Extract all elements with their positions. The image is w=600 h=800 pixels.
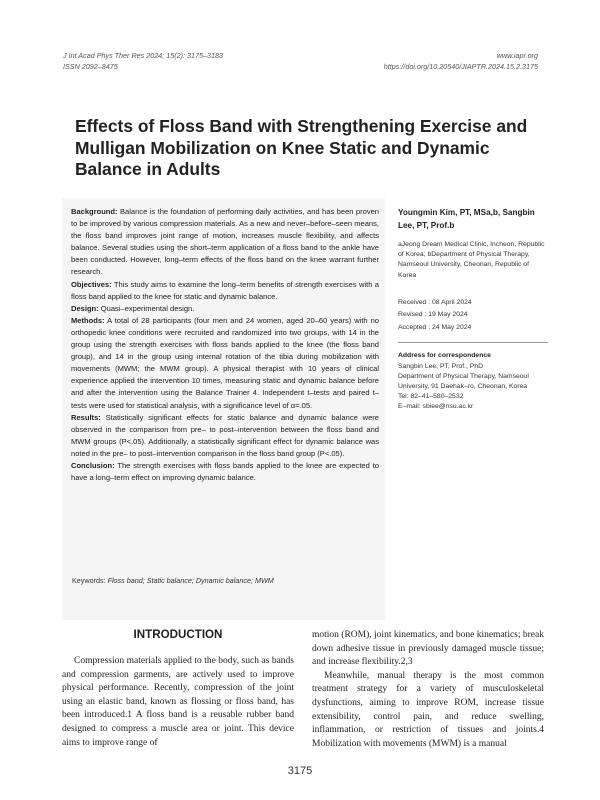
correspondence-email[interactable]: E–mail: sbiee@nsu.ac.kr: [398, 403, 474, 411]
issn: ISSN 2092–8475: [63, 62, 118, 71]
introduction-heading: INTRODUCTION: [133, 628, 223, 641]
paper-title: Effects of Floss Band with Strengthening Exercise and Mulligan Mobilization on Knee Static and Dynamic Balance in Adults: [75, 116, 528, 179]
abstract-box: [62, 198, 385, 620]
keywords-label: Keywords:: [72, 576, 106, 585]
journal-citation: J Int Acad Phys Ther Res 2024; 15(2): 3175–3183: [63, 51, 223, 60]
correspondence: [398, 351, 548, 412]
affiliations: aJeong Dream Medical Clinic, Incheon, Republic of Korea; bDepartment of Physical Therapy, Namseoul University, Cheonan, Republic of Korea: [398, 241, 545, 279]
intro-paragraph-1-continued: motion (ROM), joint kinematics, and bone kinematics; break down adhesive tissue in previously damaged muscle tissue; and increase flexibility.2,3: [312, 630, 544, 668]
page-number: 3175: [287, 765, 313, 777]
doi-link[interactable]: https://doi.org/10.20540/JIAPTR.2024.15.2.3175: [383, 62, 538, 71]
revised-date: Revised : 19 May 2024: [398, 311, 468, 319]
keywords-value: Floss band; Static balance; Dynamic balance; MWM: [107, 576, 274, 585]
abstract-objectives: Objectives: This study aims to examine the long–term benefits of strength exercises with a floss band applied to the knee for static and dynamic balance.: [71, 279, 379, 301]
sidebar-divider: [398, 342, 548, 343]
article-dates: [398, 297, 548, 335]
intro-paragraph-2: Meanwhile, manual therapy is the most common treatment strategy for a variety of musculoskeletal dysfunctions, aiming to improve ROM, increase tissue extensibility, control pain, and reduce swelling, inflammation, or restriction of tissues and joints.4 Mobilization with movements (MWM) is a manual: [312, 670, 544, 749]
journal-header-left: [63, 50, 223, 72]
abstract-conclusion: Conclusion: The strength exercises with floss bands applied to the knee are expected to have a long–term effect on improving dynamic balance.: [71, 460, 379, 483]
abstract-design: Design: Quasi–experimental design.: [71, 303, 195, 313]
body-column-right: [312, 629, 544, 751]
received-date: Received : 08 April 2024: [398, 298, 472, 306]
accepted-date: Accepted : 24 May 2024: [398, 323, 472, 331]
abstract-methods: Methods: A total of 28 participants (four men and 24 women, aged 20–60 years) with no orthopedic knee conditions were recruited and randomized into two groups, with 14 in the group using the strength exercises with floss bands applied to the knee (the floss band group), and 14 in the group using internal rotation of the tibia during mobilization with movements (MWM; the MWM group). A physical therapist with 10 years of clinical experience applied the intervention 10 times, measuring static and dynamic balance before and after the intervention using the Balance Trainer 4. Independent t–tests and paired t–tests were used for statistical analysis, with a significance level of α=.05.: [71, 315, 379, 410]
keywords: [72, 576, 274, 585]
abstract-background: Background: Balance is the foundation of performing daily activities, and has been proven to be improved by various compression materials. As a new and never–before–seen means, the floss band improves joint range of motion, increases muscle flexibility, and affects balance. Several studies using the short–term application of a floss band to the ankle have been conducted. However, long–term effects of the floss band on the knee warrant further research.: [71, 207, 379, 277]
correspondence-address: Department of Physical Therapy, Namseoul University, 91 Daehak–ro, Cheonan, Korea: [398, 372, 529, 390]
journal-header-right: [384, 50, 538, 72]
correspondence-name: Sangbin Lee, PT, Prof., PhD: [398, 362, 484, 370]
author-sidebar: [398, 206, 548, 413]
authors: Youngmin Kim, PT, MSa,b, Sangbin Lee, PT, Prof.b: [398, 208, 535, 230]
correspondence-title: Address for correspondence: [398, 352, 491, 360]
intro-paragraph-1: Compression materials applied to the body, such as bands and compression garments, are actively used to improve physical performance. Recently, compression of the joint using an elastic band, known as flossing or floss band, has been introduced.1 A floss band is a reusable rubber band designed to compress a muscle area or joint. This device aims to improve range of: [62, 656, 294, 748]
abstract-results: Results: Statistically significant effects for static balance and dynamic balance were observed in the comparison from pre– to post–intervention between the floss band and MWM groups (P<.05). Additionally, a statistically significant effect for dynamic balance was noted in the pre– to post–intervention comparison in the floss band group (P<.05).: [71, 412, 379, 458]
website-link[interactable]: www.iapr.org: [496, 51, 538, 60]
correspondence-tel: Tel: 82–41–580–2532: [398, 393, 464, 401]
body-column-left: [62, 655, 294, 750]
